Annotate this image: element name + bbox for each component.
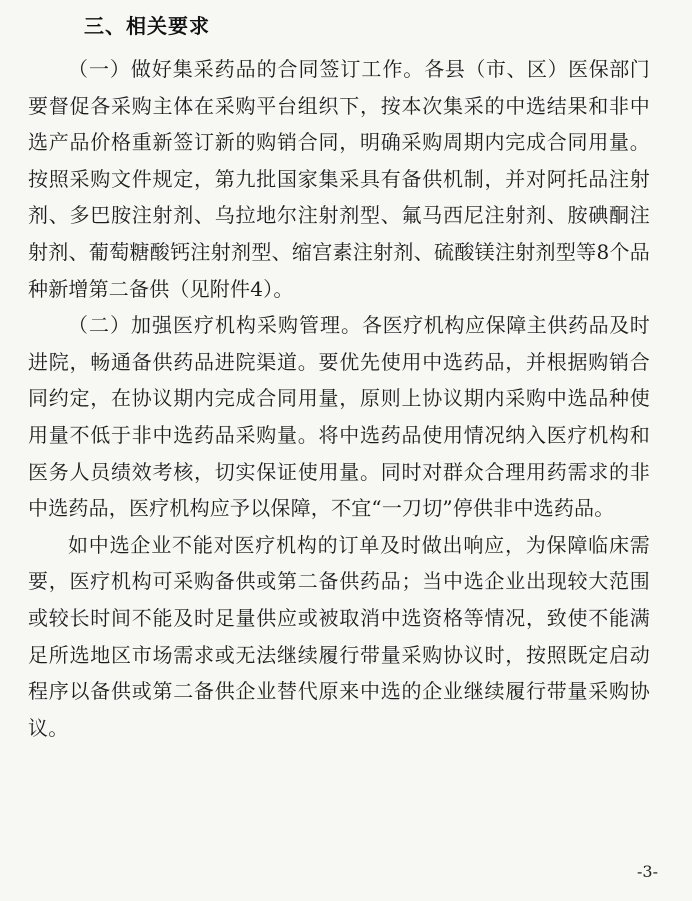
document-body [28,51,650,746]
paragraph-procurement-management [28,307,650,527]
paragraph-lead: （二）加强医疗机构采购管理。 [68,313,362,338]
page-number: -3- [637,862,658,881]
paragraph-text: 各县（市、区）医保部门要督促各采购主体在采购平台组织下，按本次集采的中选结果和非中选产品价格重新签订新的购销合同，明确采购周期内完成合同用量。按照采购文件规定，第九批国家集采具有备供机制，并对阿托品注射剂、多巴胺注射剂、乌拉地尔注射剂型、氟马西尼注射剂、胺碘酮注射剂、葡萄糖酸钙注射剂型、缩宫素注射剂、硫酸镁注射剂型等8个品种新增第二备供（见附件4）。 [28,57,651,301]
paragraph-lead: （一）做好集采药品的合同签订工作。 [68,57,425,81]
paragraph-backup-supply [28,527,650,747]
paragraph-text: 如中选企业不能对医疗机构的订单及时做出响应，为保障临床需要，医疗机构可采购备供或第二备供药品；当中选企业出现较大范围或较长时间不能及时足量供应或被取消中选资格等情况，致使不能满足所选地区市场需求或无法继续履行带量采购协议时，按照既定启动程序以备供或第二备供企业替代原来中选的企业继续履行带量采购协议。 [28,532,650,740]
paragraph-contract-signing [28,51,650,307]
section-heading: 三、相关要求 [84,14,210,38]
paragraph-text: 各医疗机构应保障主供药品及时进院，畅通备供药品进院渠道。要优先使用中选药品，并根据购销合同约定，在协议期内完成合同用量，原则上协议期内采购中选品种使用量不低于非中选药品采购量。将中选药品使用情况纳入医疗机构和医务人员绩效考核，切实保证使用量。同时对群众合理用药需求的非中选药品，医疗机构应予以保障，不宜“一刀切”停供非中选药品。 [28,313,650,521]
